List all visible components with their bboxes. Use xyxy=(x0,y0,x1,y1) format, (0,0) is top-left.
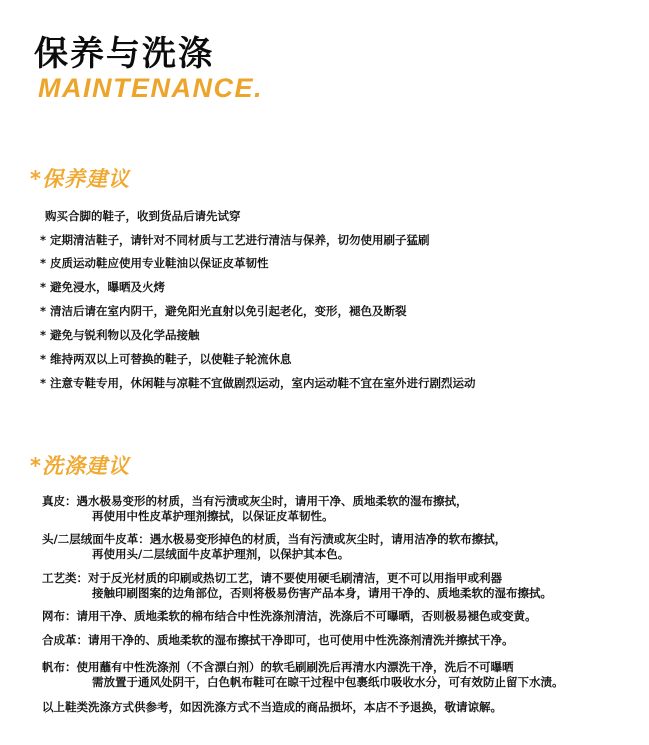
wash-line: 以上鞋类洗涤方式供参考，如因洗涤方式不当造成的商品损坏，本店不予退换，敬请谅解。 xyxy=(42,700,502,714)
care-item: * 定期清洁鞋子，请针对不同材质与工艺进行清洁与保养，切勿使用刷子猛刷 xyxy=(40,233,430,247)
care-item: 购买合脚的鞋子，收到货品后请先试穿 xyxy=(45,209,241,223)
page-title-en: MAINTENANCE. xyxy=(38,73,263,103)
care-item: * 避免浸水，曝晒及火烤 xyxy=(40,280,166,294)
page-title-cn: 保养与洗涤 xyxy=(34,34,214,74)
wash-line: 接触印刷图案的边角部位，否则将极易伤害产品本身，请用干净的、质地柔软的湿布擦拭。 xyxy=(92,586,552,600)
wash-line: 再使用头/二层绒面牛皮革护理剂，以保护其本色。 xyxy=(92,547,350,561)
wash-line: 需放置于通风处阴干，白色帆布鞋可在晾干过程中包裹纸巾吸收水分，可有效防止留下水渍。 xyxy=(92,675,564,689)
care-heading: *保养建议 xyxy=(30,167,130,191)
wash-line: 真皮：遇水极易变形的材质，当有污渍或灰尘时，请用干净、质地柔软的湿布擦拭， xyxy=(42,494,468,508)
care-item: * 清洁后请在室内阴干，避免阳光直射以免引起老化，变形，褪色及断裂 xyxy=(40,304,407,318)
wash-line: 网布：请用干净、质地柔软的棉布结合中性洗涤剂清洁，洗涤后不可曝晒，否则极易褪色或变黄。 xyxy=(42,609,537,623)
care-item: * 避免与锐利物以及化学品接触 xyxy=(40,328,200,342)
care-item: * 注意专鞋专用，休闲鞋与凉鞋不宜做剧烈运动，室内运动鞋不宜在室外进行剧烈运动 xyxy=(40,376,476,390)
wash-line: 头/二层绒面牛皮革：遇水极易变形掉色的材质，当有污渍或灰尘时，请用洁净的软布擦拭， xyxy=(42,532,507,546)
wash-line: 工艺类：对于反光材质的印刷或热切工艺，请不要使用硬毛刷清洁，更不可以用指甲或利器 xyxy=(42,571,502,585)
care-item: * 维持两双以上可替换的鞋子，以使鞋子轮流休息 xyxy=(40,352,292,366)
care-item: * 皮质运动鞋应使用专业鞋油以保证皮革韧性 xyxy=(40,256,269,270)
wash-line: 帆布：使用蘸有中性洗涤剂（不含漂白剂）的软毛刷刷洗后再清水内漂洗干净，洗后不可曝晒 xyxy=(42,660,514,674)
wash-line: 再使用中性皮革护理剂擦拭，以保证皮革韧性。 xyxy=(92,509,334,523)
wash-heading: *洗涤建议 xyxy=(30,454,130,478)
wash-line: 合成革：请用干净的、质地柔软的湿布擦拭干净即可，也可使用中性洗涤剂清洗并擦拭干净。 xyxy=(42,633,514,647)
